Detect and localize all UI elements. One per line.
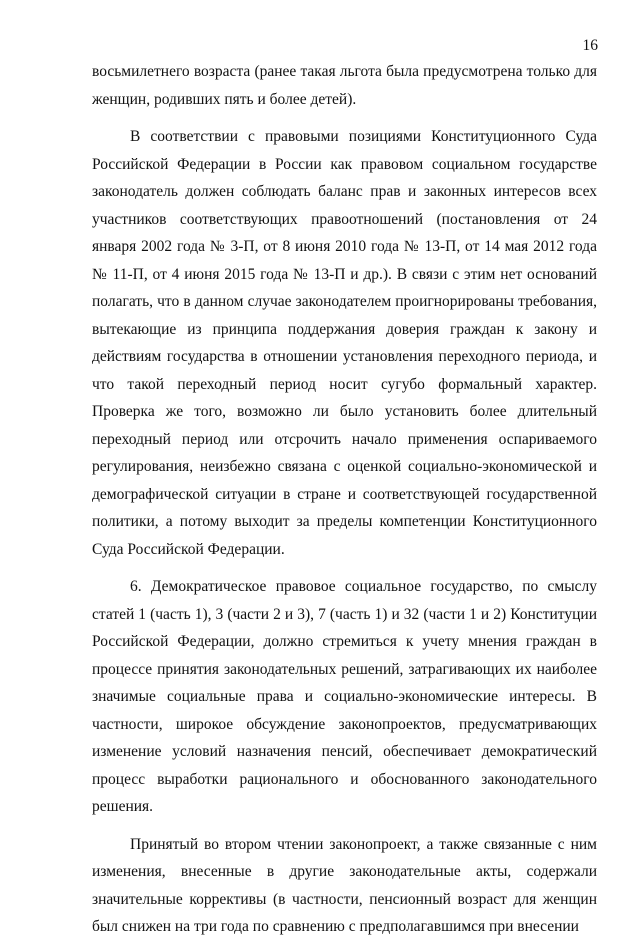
paragraph-legal-positions: В соответствии с правовыми позициями Конституционного Суда Российской Федерации в России как правовом социальном государстве законодатель должен соблюдать баланс прав и законных интересов всех участников соответствующих правоотношений (постановления от 24 января 2002 года № 3-П, от 8 июня 2010 года № 13-П, от 14 мая 2012 года № 11-П, от 4 июня 2015 года № 13-П и др.). В связи с этим нет оснований полагать, что в данном случае законодателем проигнорированы требования, вытекающие из принципа поддержания доверия граждан к закону и действиям государства в отношении установления переходного периода, и что такой переходный период носит сугубо формальный характер. Проверка же того, возможно ли было установить более длительный переходный период или отсрочить начало применения оспариваемого регулирования, неизбежно связана с оценкой социально-экономической и демографической ситуации в стране и соответствующей государственной политики, а потому выходит за пределы компетенции Конституционного Суда Российской Федерации.	[92, 128, 597, 558]
page-number: 16	[582, 37, 598, 54]
document-body	[92, 58, 597, 941]
paragraph-section-6: 6. Демократическое правовое социальное государство, по смыслу статей 1 (часть 1), 3 (части 2 и 3), 7 (часть 1) и 32 (части 1 и 2) Конституции Российской Федерации, должно стремиться к учету мнения граждан в процессе принятия законодательных решений, затрагивающих их наиболее значимые социальные права и социально-экономические интересы. В частности, широкое обсуждение законопроектов, предусматривающих изменение условий назначения пенсий, обеспечивает демократический процесс выработки рационального и обоснованного законодательного решения.	[92, 578, 597, 815]
paragraph-continuation: восьмилетнего возраста (ранее такая льгота была предусмотрена только для женщин, родивших пять и более детей).	[92, 63, 597, 108]
paragraph-second-reading: Принятый во втором чтении законопроект, а также связанные с ним изменения, внесенные в другие законодательные акты, содержали значительные коррективы (в частности, пенсионный возраст для женщин был снижен на три года по сравнению с предполагавшимся при внесении	[92, 835, 597, 935]
